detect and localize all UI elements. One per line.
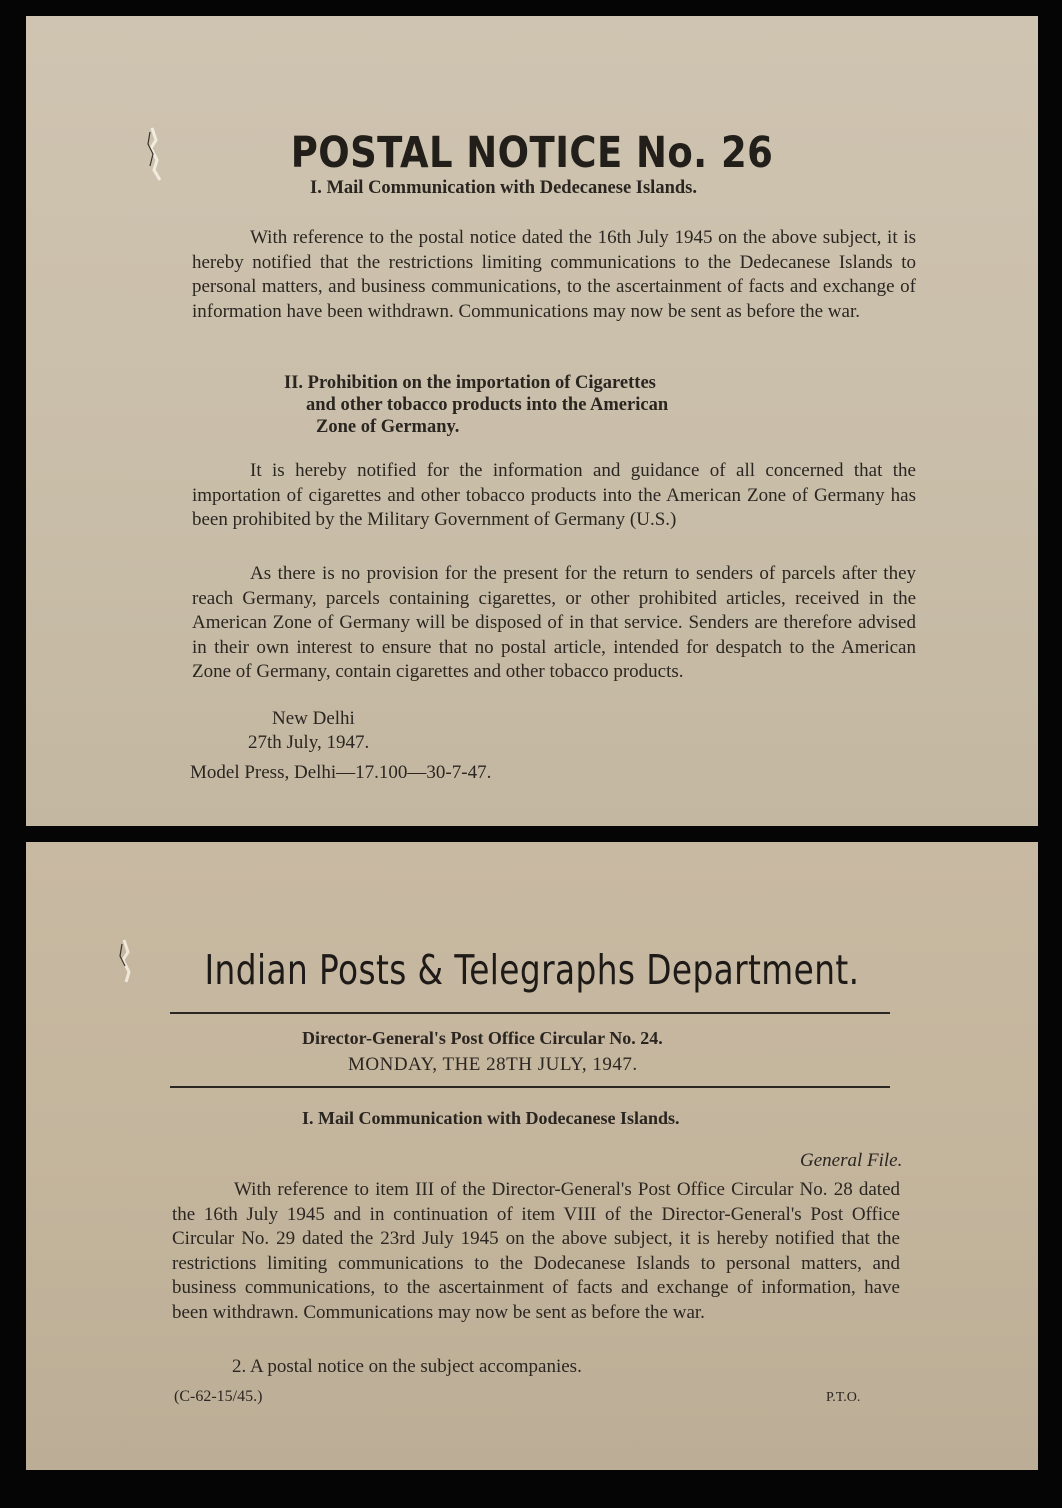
section2-text-2: As there is no provision for the present for the return to senders of parcels after they reach Germany, parcels containing cigarettes, or other prohibited articles, received in the American Zone of Germany will be disposed of in that service. Senders are therefore advised in their own interest to ensure that no postal article, intended for despatch to the American Zone of Germany, contain cigarettes and other tobacco products.: [192, 563, 916, 682]
circular-section-heading: I. Mail Communication with Dodecanese Islands.: [302, 1108, 680, 1128]
department-title: Indian Posts & Telegraphs Department.: [204, 946, 860, 994]
item2-text: 2. A postal notice on the subject accompanies.: [232, 1356, 582, 1377]
section2-heading-line-1: II. Prohibition on the importation of Cigarettes: [284, 373, 656, 393]
section2-heading: [284, 372, 668, 438]
section2-text-1: It is hereby notified for the information and guidance of all concerned that the importation of cigarettes and other tobacco products into the American Zone of Germany has been prohibited by the Military Government of Germany (U.S.): [192, 460, 916, 530]
section1-text: With reference to the postal notice dated the 16th July 1945 on the above subject, it is hereby notified that the restrictions limiting communications to the Dedecanese Islands to personal matters, and business communications, to the ascertainment of facts and exchange of information have been withdrawn. Communications may now be sent as before the war.: [192, 227, 916, 322]
header-rule-top: [170, 1012, 890, 1014]
section2-heading-line-2: and other tobacco products into the American: [306, 395, 669, 415]
general-file-label: General File.: [800, 1150, 903, 1171]
circular-card: [26, 842, 1038, 1470]
reference-code: (C-62-15/45.): [174, 1388, 263, 1405]
pto-label: P.T.O.: [826, 1390, 861, 1405]
notice-date: 27th July, 1947.: [248, 732, 370, 753]
section1-heading: I. Mail Communication with Dedecanese Islands.: [310, 178, 697, 198]
postal-notice-card: [26, 16, 1038, 826]
section2-heading-line-3: Zone of Germany.: [316, 417, 460, 437]
circular-number-line: Director-General's Post Office Circular No. 24.: [302, 1028, 663, 1048]
notice-place: New Delhi: [272, 708, 355, 729]
header-rule-bottom: [170, 1086, 890, 1088]
printer-line: Model Press, Delhi—17.100—30-7-47.: [190, 762, 492, 783]
circular-date-line: MONDAY, THE 28TH JULY, 1947.: [348, 1054, 638, 1075]
notice-title: POSTAL NOTICE No. 26: [290, 128, 774, 178]
circular-body-text: With reference to item III of the Director-General's Post Office Circular No. 28 dated the 16th July 1945 and in continuation of item VIII of the Director-General's Post Office Circular No. 29 dated the 23rd July 1945 on the above subject, it is hereby notified that the restrictions limiting communications to the Dodecanese Islands to personal matters, and business communications, to the ascertainment of facts and exchange of information, have been withdrawn. Communications may now be sent as before the war.: [172, 1179, 900, 1323]
